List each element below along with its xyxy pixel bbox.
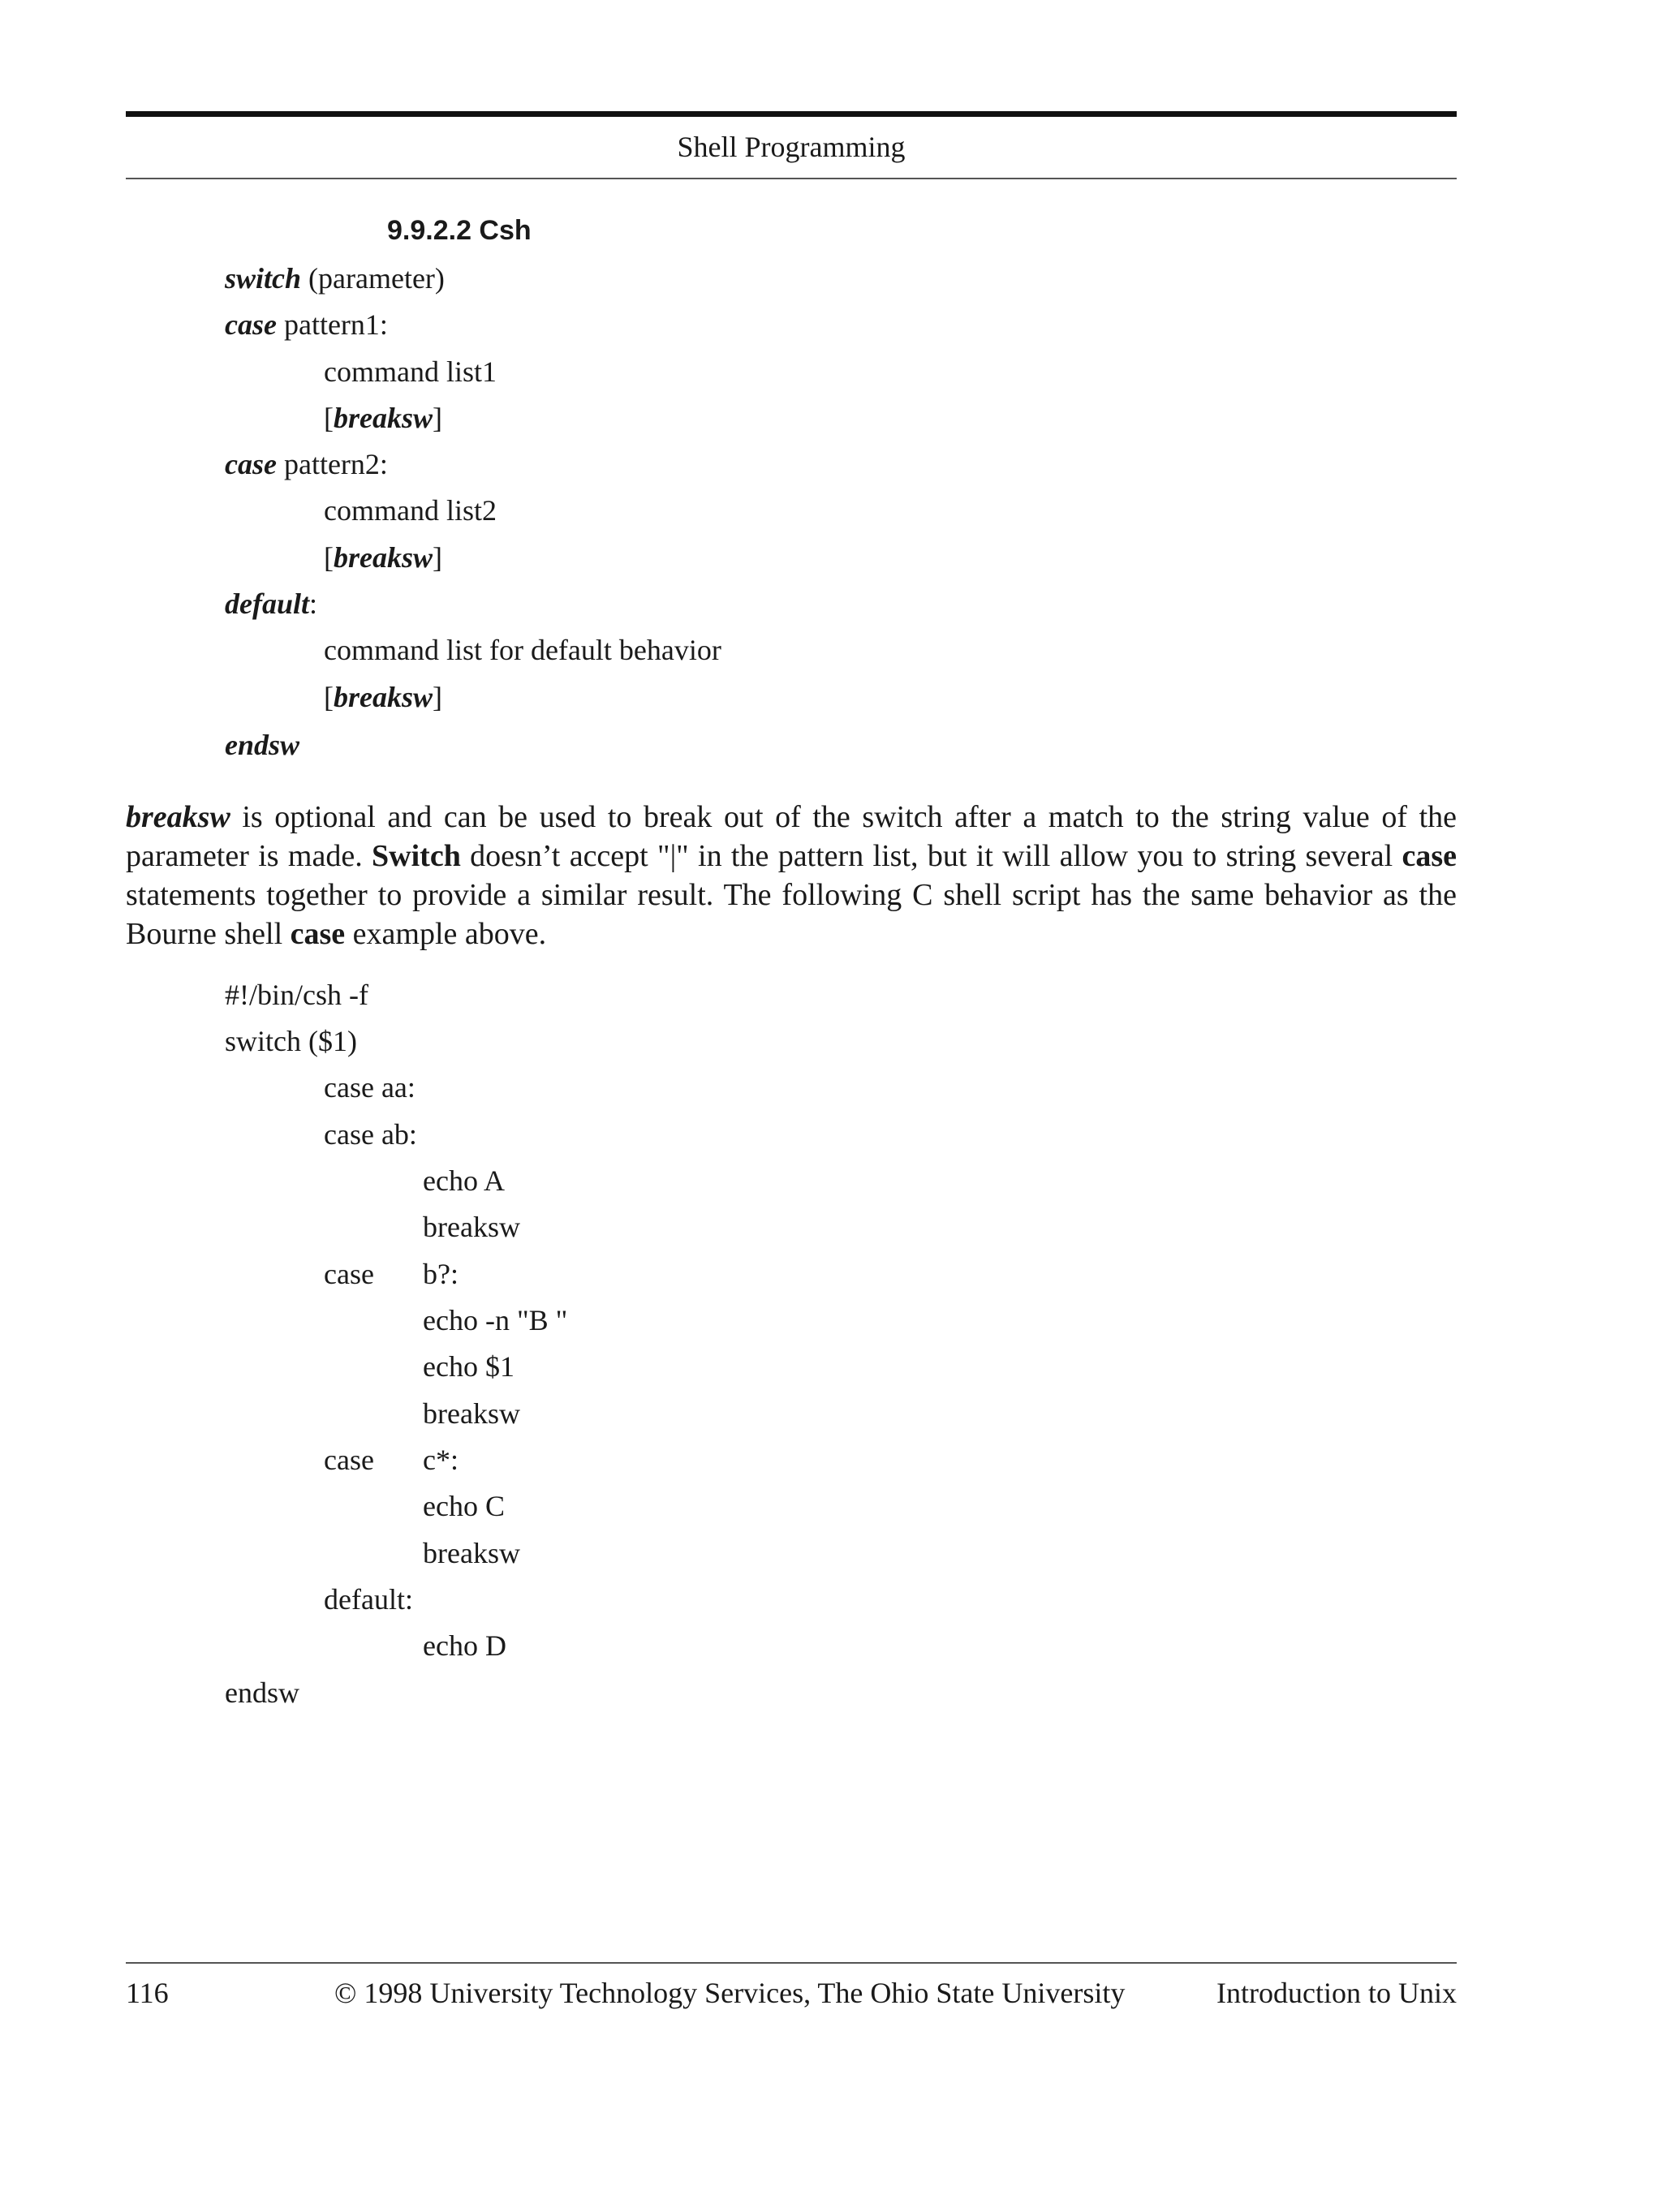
footer-rule <box>126 1962 1457 1964</box>
code-line-endsw: endsw <box>225 1676 299 1709</box>
code-line-default: default: <box>324 1583 413 1616</box>
keyword-case: case <box>225 448 277 480</box>
code-line-case-pattern: c*: <box>423 1444 459 1476</box>
code-line-case-label: case <box>324 1444 374 1476</box>
bracket-open: [ <box>324 541 334 574</box>
syntax-line-case2 <box>225 445 388 483</box>
paragraph-text: doesn’t accept "|" in the pattern list, but it will allow you to string several <box>460 839 1402 873</box>
code-line-echo-d: echo D <box>423 1629 506 1662</box>
paragraph-text: is optional and can be used to break out of the switch after a match to the string value of the parameter is made. <box>126 800 1457 873</box>
keyword-switch: Switch <box>372 839 461 873</box>
header-rule-thick <box>126 111 1457 117</box>
paragraph-text: example above. <box>345 917 547 951</box>
header-rule-thin <box>126 178 1457 179</box>
keyword-case: case <box>225 308 277 341</box>
code-line-case-label: case <box>324 1258 374 1290</box>
code-line-case-aa: case aa: <box>324 1071 416 1104</box>
bracket-open: [ <box>324 681 334 713</box>
bracket-close: ] <box>433 541 443 574</box>
keyword-breaksw: breaksw <box>334 541 433 574</box>
code-line-case-pattern: b?: <box>423 1258 459 1290</box>
syntax-text: pattern1: <box>276 308 388 341</box>
syntax-line-switch <box>225 260 445 297</box>
syntax-text: (parameter) <box>301 262 445 295</box>
syntax-line-breaksw3 <box>324 678 442 716</box>
syntax-line-breaksw2 <box>324 539 442 576</box>
syntax-line-command-list1: command list1 <box>324 355 497 388</box>
syntax-text: pattern2: <box>276 448 388 480</box>
code-line-case-ab: case ab: <box>324 1118 417 1151</box>
code-line-switch: switch ($1) <box>225 1025 357 1057</box>
syntax-line-endsw <box>225 726 299 764</box>
syntax-line-default <box>225 585 317 622</box>
keyword-endsw: endsw <box>225 729 300 761</box>
code-line-echo-c: echo C <box>423 1490 505 1522</box>
bracket-close: ] <box>433 402 443 434</box>
keyword-case: case <box>290 917 346 951</box>
keyword-breaksw: breaksw <box>334 402 433 434</box>
code-line-echo-n: echo -n "B " <box>423 1304 568 1336</box>
syntax-line-command-list2: command list2 <box>324 494 497 527</box>
code-line-breaksw: breaksw <box>423 1537 520 1569</box>
syntax-line-case1 <box>225 306 388 343</box>
keyword-default: default <box>225 587 309 620</box>
keyword-switch: switch <box>225 262 302 295</box>
footer-page-number: 116 <box>126 1977 169 2009</box>
running-header-title: Shell Programming <box>677 131 906 163</box>
code-line-echo-arg: echo $1 <box>423 1350 515 1383</box>
keyword-breaksw: breaksw <box>126 800 230 834</box>
bracket-close: ] <box>433 681 443 713</box>
code-line-breaksw: breaksw <box>423 1211 520 1243</box>
footer-copyright: © 1998 University Technology Services, The Ohio State University <box>334 1977 1126 2009</box>
paragraph-text: statements together to provide a similar result. The following C shell script has the same behavior as the Bourne shell <box>126 878 1457 951</box>
code-line-breaksw: breaksw <box>423 1397 520 1430</box>
section-heading: 9.9.2.2 Csh <box>387 215 532 246</box>
syntax-line-breaksw1 <box>324 399 442 437</box>
syntax-line-default-command: command list for default behavior <box>324 634 721 666</box>
body-paragraph <box>126 798 1457 953</box>
footer-book-title: Introduction to Unix <box>1216 1977 1457 2009</box>
syntax-text: : <box>309 587 318 620</box>
keyword-breaksw: breaksw <box>334 681 433 713</box>
code-line-echo-a: echo A <box>423 1164 505 1197</box>
keyword-case: case <box>1402 839 1457 873</box>
code-line-shebang: #!/bin/csh -f <box>225 979 368 1011</box>
bracket-open: [ <box>324 402 334 434</box>
